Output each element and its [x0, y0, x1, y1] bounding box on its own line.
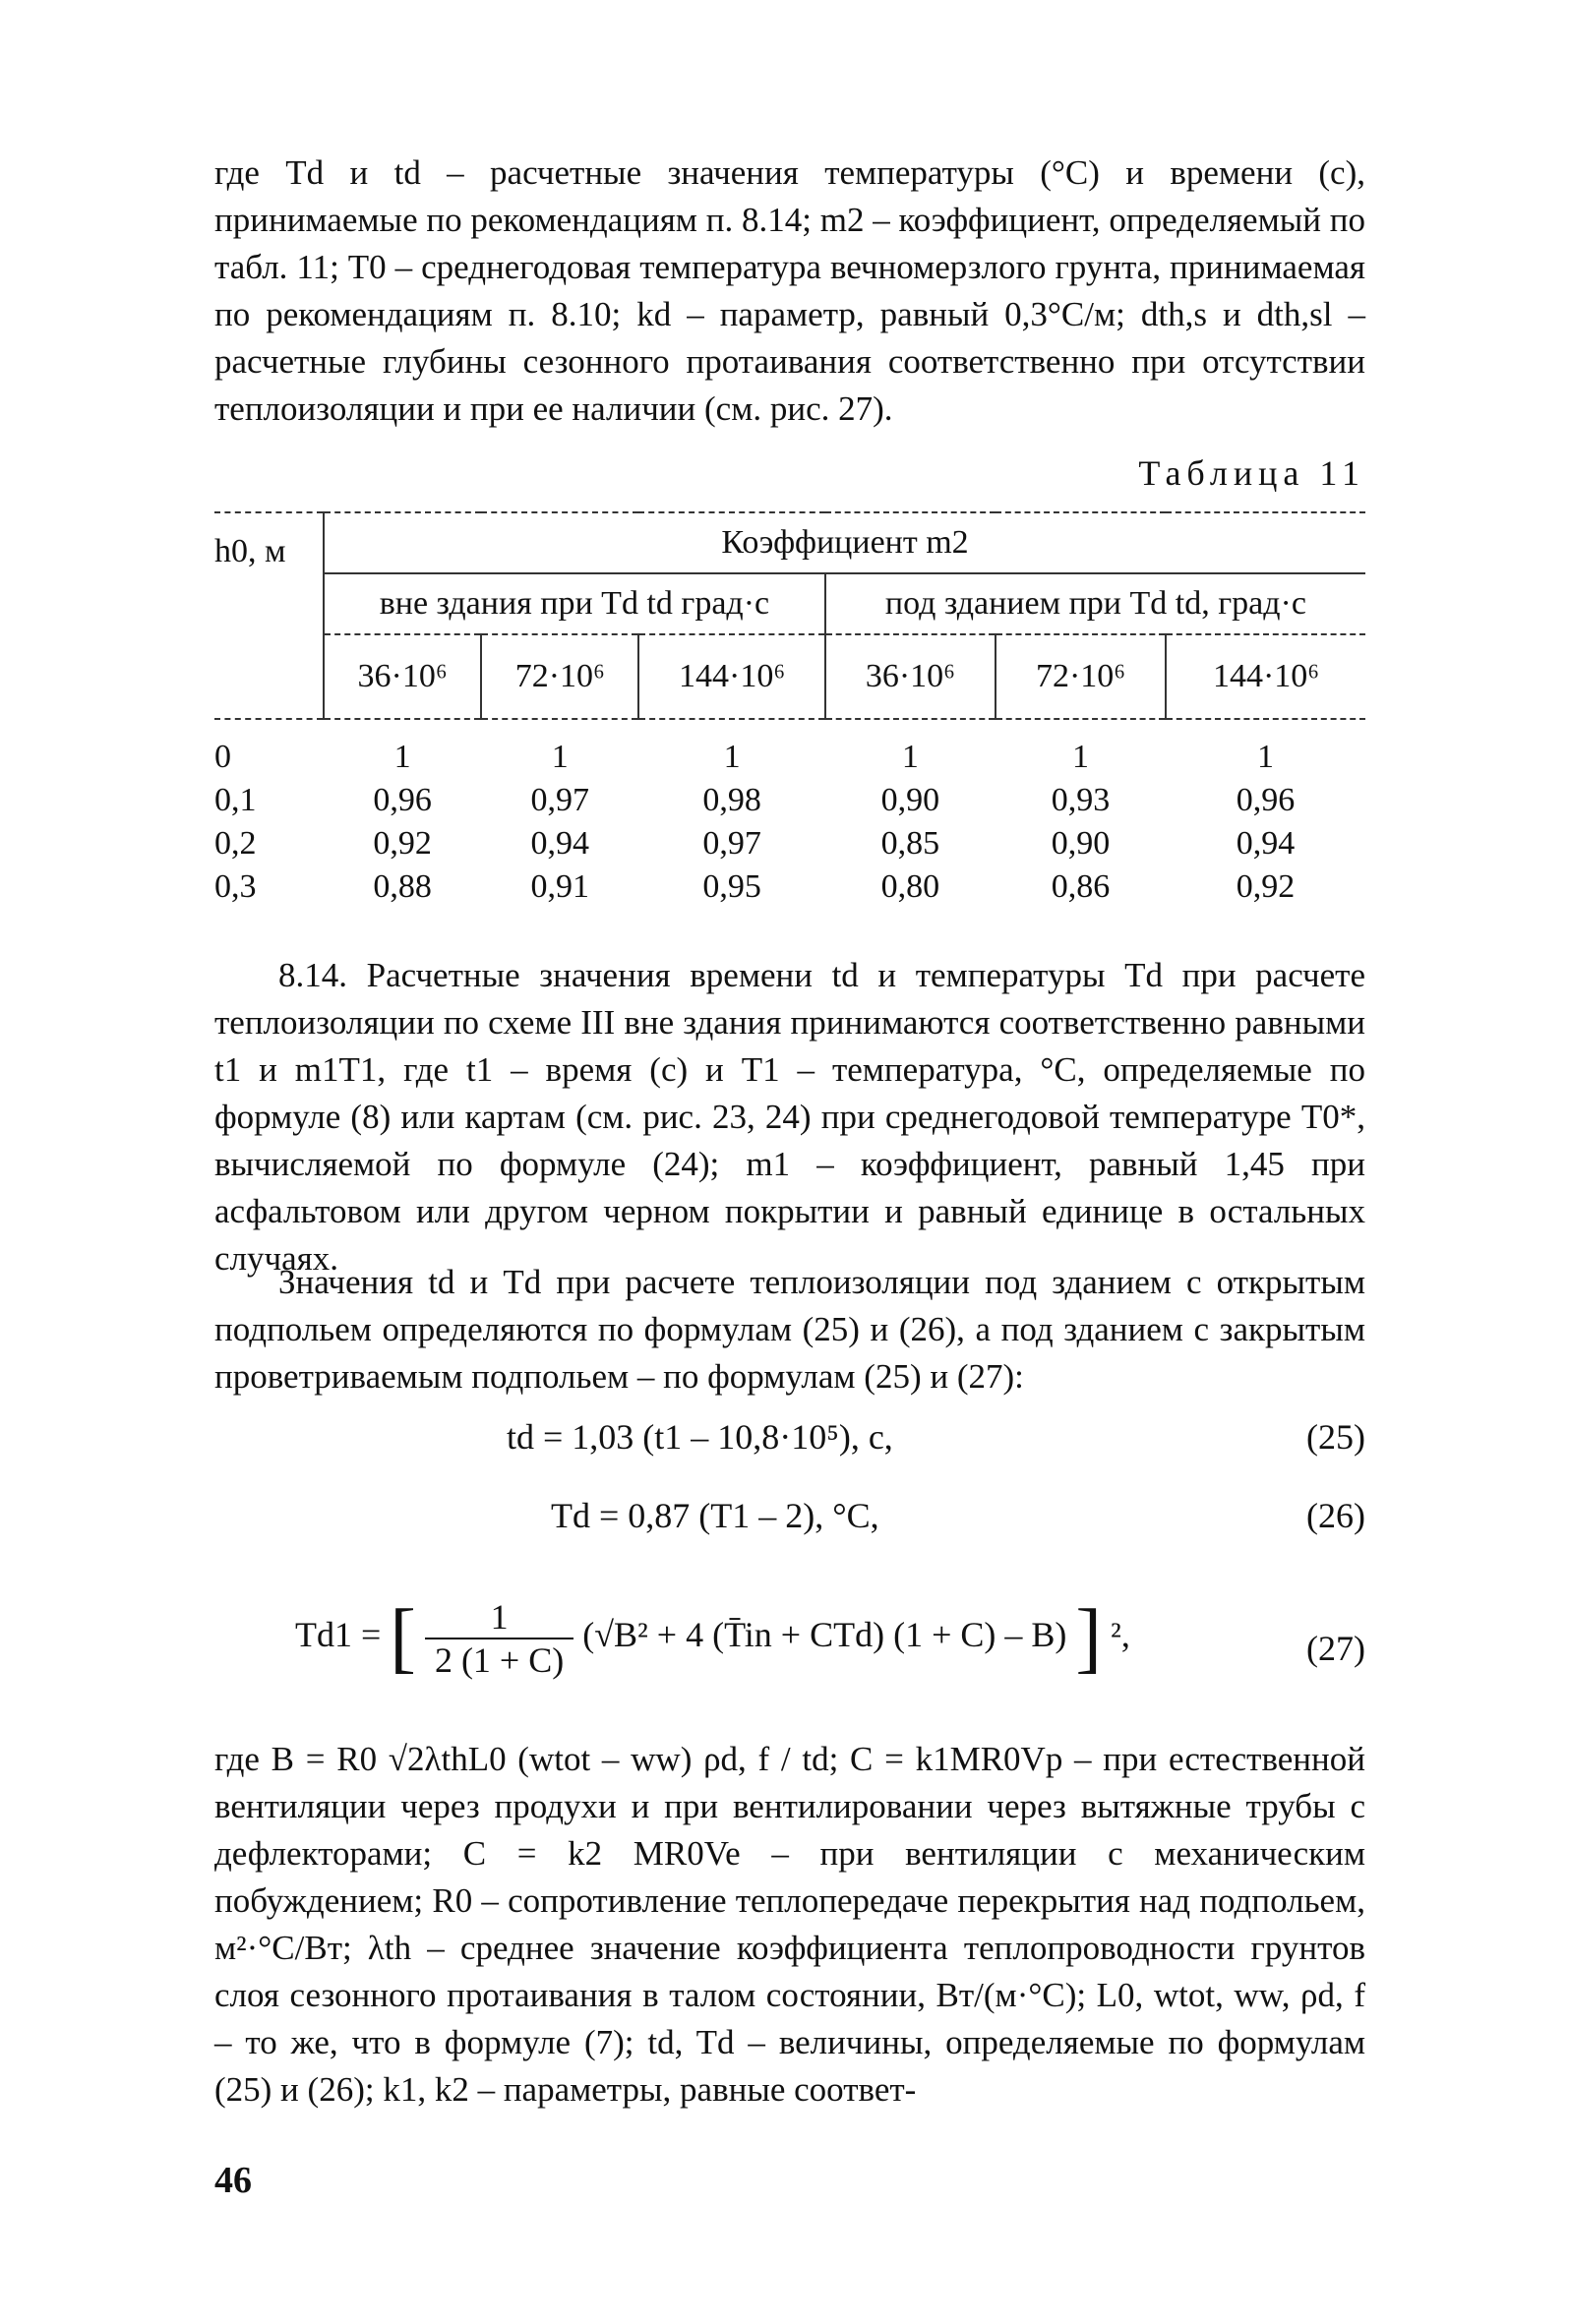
closing-text: где B = R0 √2λthL0 (wtot – ww) ρd, f / td; C = k1MR0Vp – при естественной вентиляции через продухи и при вентилировании через вытяжные трубы с дефлекторами; C = k2 MR0Ve – при вентиляции с механическим побуждением; R0 – сопротивление теплопередаче перекрытия над подпольем, м²·°С/Вт; λth – среднее значение коэффициента теплопроводности грунтов слоя сезонного протаивания в талом состоянии, Вт/(м·°С); L0, wtot, ww, ρd, f – то же, что в формуле (7); td, Td – величины, определяемые по формулам (25) и (26); k1, k2 – параметры, равные соответ- [214, 1740, 1365, 2109]
table-row [214, 865, 1365, 909]
column-header: 36·10⁶ [825, 634, 996, 719]
formula-27-lhs: Td1 = [295, 1614, 382, 1654]
formula-26-number: (26) [1306, 1496, 1365, 1535]
table-title: Таблица 11 [1138, 453, 1365, 493]
section-8-14-text: 8.14. Расчетные значения времени td и температуры Td при расчете теплоизоляции по схеме III вне здания принимаются соответственно равными t1 и m1T1, где t1 – время (с) и T1 – температура, °С, определяемые по формуле (8) или картам (см. рис. 23, 24) при среднегодовой температуре T0*, вычисляемой по формуле (24); m1 – коэффициент, равный 1,45 при асфальтовом или другом черном покрытии и равный единице в остальных случаях. [214, 956, 1365, 1278]
formula-27-power: ², [1111, 1614, 1130, 1654]
formula-25: td = 1,03 (t1 – 10,8·10⁵), c, [507, 1417, 893, 1457]
table-cell: 0,94 [530, 825, 590, 862]
row-label: 0 [214, 739, 231, 775]
table-cell: 0,90 [1051, 825, 1111, 862]
table-cell: 0,96 [373, 782, 432, 818]
table-cell: 0,85 [880, 825, 940, 862]
row-header: h0, м [214, 512, 324, 719]
column-header: 144·10⁶ [638, 634, 824, 719]
table-row [214, 779, 1365, 822]
fraction-denominator: 2 (1 + C) [434, 1639, 565, 1680]
table-cell: 0,92 [373, 825, 432, 862]
table-cell: 0,96 [1236, 782, 1296, 818]
row-label: 0,2 [214, 825, 257, 862]
table-cell: 1 [1257, 739, 1275, 775]
formula-27-body: (√B² + 4 (T̄in + CTd) (1 + C) – B) [582, 1614, 1067, 1654]
page-number: 46 [214, 2160, 252, 2201]
paragraph-2 [214, 1259, 1365, 1400]
fraction-numerator: 1 [425, 1596, 573, 1639]
table-cell: 1 [393, 739, 411, 775]
table-cell: 0,86 [1051, 868, 1111, 905]
table-cell: 1 [1072, 739, 1090, 775]
left-bracket: [ [390, 1594, 416, 1681]
formula-27 [295, 1593, 1130, 1683]
formula-26: Td = 0,87 (T1 – 2), °C, [551, 1496, 879, 1535]
right-bracket: ] [1075, 1594, 1103, 1681]
row-label: 0,3 [214, 868, 257, 905]
table-cell: 1 [901, 739, 919, 775]
intro-text: где Td и td – расчетные значения температуры (°С) и времени (с), принимаемые по рекомендациям п. 8.14; m2 – коэффициент, определяемый по табл. 11; T0 – среднегодовая температура вечномерзлого грунта, принимаемая по рекомендациям п. 8.10; kd – параметр, равный 0,3°С/м; dth,s и dth,sl – расчетные глубины сезонного протаивания соответственно при отсутствии теплоизоляции и при ее наличии (см. рис. 27). [214, 153, 1365, 428]
column-header: 36·10⁶ [324, 634, 481, 719]
table-cell: 0,88 [373, 868, 432, 905]
table-cell: 0,97 [702, 825, 761, 862]
table-cell: 1 [551, 739, 569, 775]
table-cell: 0,97 [530, 782, 590, 818]
paragraph-2-text: Значения td и Td при расчете теплоизоляции под зданием с открытым подпольем определяются по формулам (25) и (26), а под зданием с закрытым проветриваемым подпольем – по формулам (25) и (27): [214, 1263, 1365, 1396]
table-cell: 0,95 [702, 868, 761, 905]
column-header: 72·10⁶ [996, 634, 1166, 719]
closing-paragraph [214, 1736, 1365, 2114]
table-cell: 0,92 [1236, 868, 1296, 905]
table-row [214, 736, 1365, 779]
table-cell: 0,93 [1051, 782, 1111, 818]
coefficient-table [214, 511, 1365, 909]
formula-27-number: (27) [1306, 1629, 1365, 1668]
table-cell: 0,91 [530, 868, 590, 905]
sub-header-outside: вне здания при Td td град·с [324, 573, 825, 634]
formula-27-fraction [425, 1596, 573, 1681]
section-8-14 [214, 952, 1365, 1282]
sub-header-under: под зданием при Td td, град·с [825, 573, 1365, 634]
row-label: 0,1 [214, 782, 257, 818]
table-cell: 0,90 [880, 782, 940, 818]
table-cell: 1 [723, 739, 741, 775]
table-cell: 0,98 [702, 782, 761, 818]
column-header: 72·10⁶ [481, 634, 638, 719]
table-cell: 0,80 [880, 868, 940, 905]
formula-25-number: (25) [1306, 1417, 1365, 1457]
column-header: 144·10⁶ [1166, 634, 1365, 719]
table-cell: 0,94 [1236, 825, 1296, 862]
intro-paragraph [214, 149, 1365, 433]
table-row [214, 822, 1365, 865]
group-header: Коэффициент m2 [324, 512, 1365, 573]
